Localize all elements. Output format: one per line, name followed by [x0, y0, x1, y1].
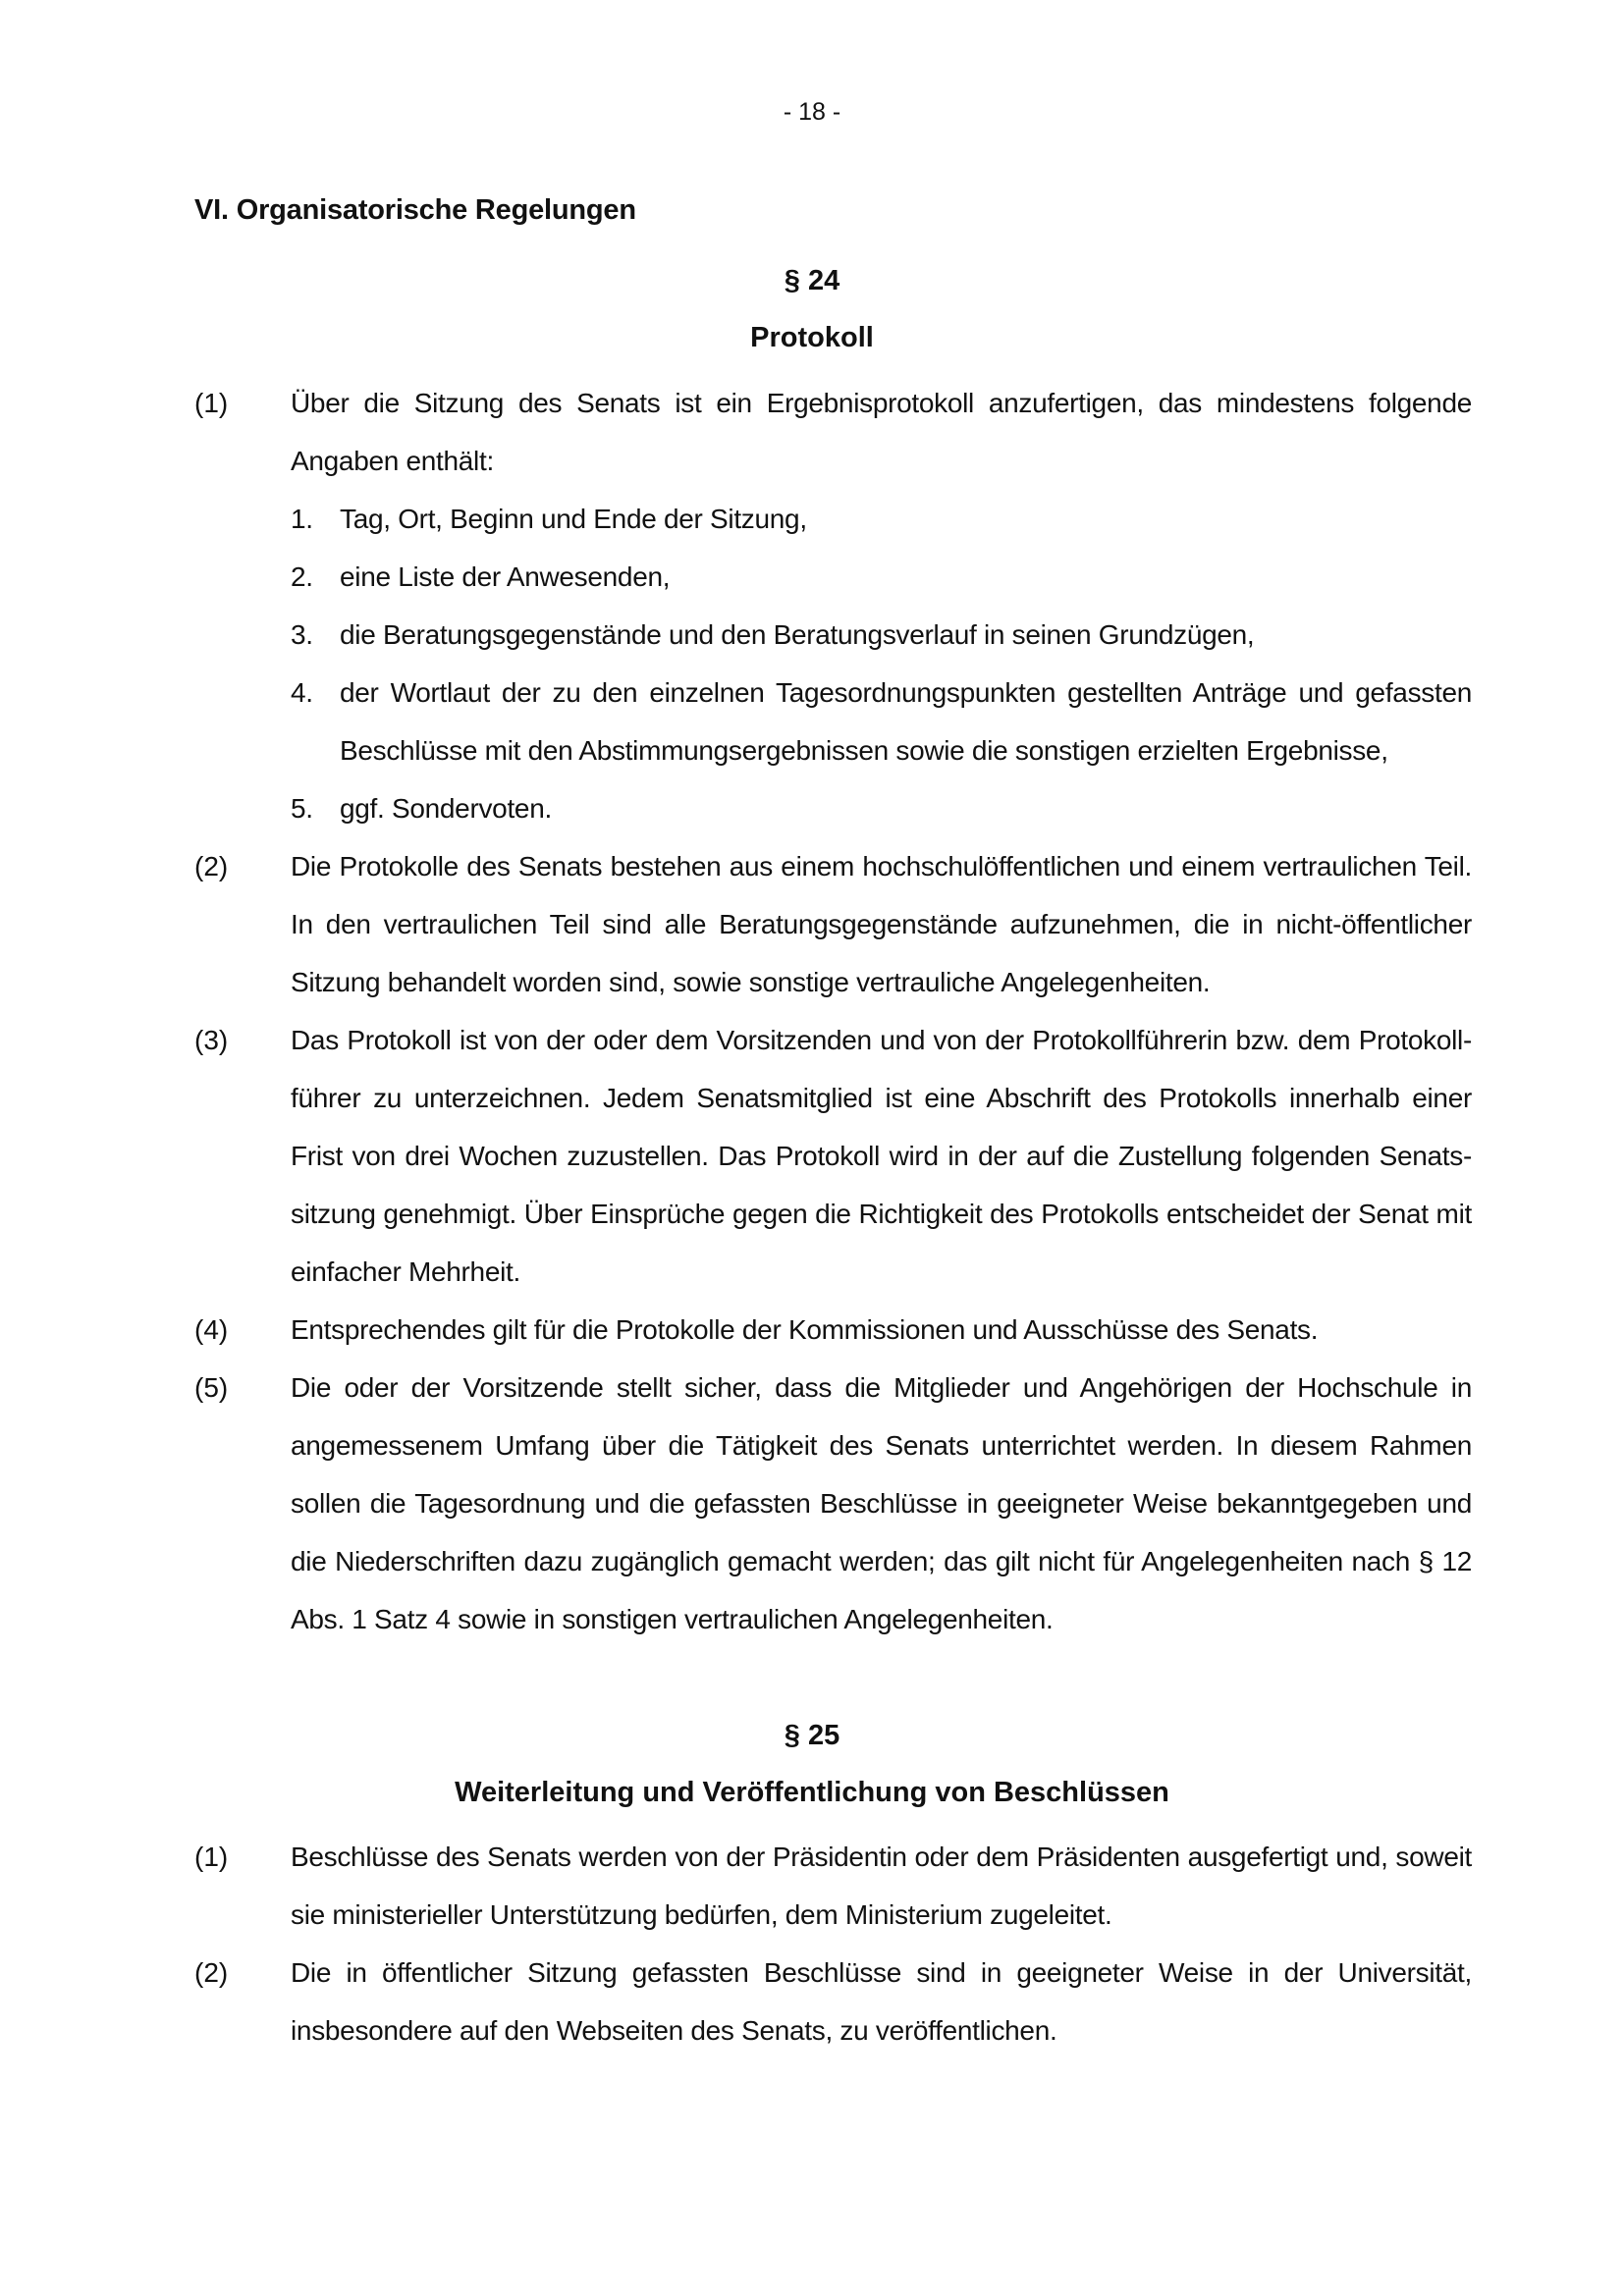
paragraph-text: Entsprechendes gilt für die Protokolle der Kommissionen und Ausschüsse des Senats. — [291, 1314, 1319, 1345]
list-item — [291, 664, 1472, 779]
paragraph-text: Über die Sitzung des Senats ist ein Ergebnisprotokoll anzufertigen, das mindestens folgende Angaben enthält: — [291, 388, 1472, 476]
paragraph-text: Das Protokoll ist von der oder dem Vorsitzenden und von der Protokollführerin bzw. dem Protokoll-führer zu unterzeichnen. Jedem Senatsmitglied ist eine Abschrift des Protokolls innerhalb einer Frist von drei Wochen zuzustellen. Das Protokoll wird in der auf die Zustellung folgenden Senats-sitzung genehmigt. Über Einsprüche gegen die Richtigkeit des Protokolls entscheidet der Senat mit einfacher Mehrheit. — [291, 1025, 1472, 1287]
enumerated-list — [291, 490, 1472, 837]
paragraph-text: Die oder der Vorsitzende stellt sicher, dass die Mitglieder und Angehörigen der Hochschule in angemessenem Umfang über die Tätigkeit des Senats unterrichtet werden. In diesem Rahmen sollen die Tagesordnung und die gefassten Beschlüsse in geeigneter Weise bekanntgegeben und die Niederschriften dazu zugänglich gemacht werden; das gilt nicht für Angelegenheiten nach § 12 Abs. 1 Satz 4 sowie in sonstigen vertraulichen Angelegenheiten. — [291, 1372, 1472, 1634]
section-24-title: Protokoll — [750, 322, 874, 353]
list-item — [291, 548, 1472, 606]
list-item — [291, 606, 1472, 664]
paragraph-number: (3) — [194, 1025, 229, 1055]
paragraph-number: (4) — [194, 1314, 229, 1345]
paragraph-text: Die Protokolle des Senats bestehen aus einem hochschulöffentlichen und einem vertraulichen Teil. In den vertraulichen Teil sind alle Beratungsgegenstände aufzunehmen, die in nicht-öffentlicher Sitzung behandelt worden sind, sowie sonstige vertrauliche Angelegenheiten. — [291, 851, 1472, 997]
page-number: - 18 - — [783, 98, 841, 126]
section-25-number: § 25 — [784, 1720, 840, 1751]
list-item-text: die Beratungsgegenstände und den Beratungsverlauf in seinen Grundzügen, — [340, 619, 1255, 650]
list-item — [291, 490, 1472, 548]
list-item-text: der Wortlaut der zu den einzelnen Tagesordnungspunkten gestellten Anträge und gefassten Beschlüsse mit den Abstimmungsergebnissen sowie die sonstigen erzielten Ergebnisse, — [340, 677, 1472, 766]
paragraph-number: (1) — [194, 388, 229, 418]
list-item-number: 2. — [291, 561, 313, 592]
paragraph-text: Die in öffentlicher Sitzung gefassten Beschlüsse sind in geeigneter Weise in der Universität, insbesondere auf den Webseiten des Senats, zu veröffentlichen. — [291, 1957, 1472, 2046]
section-24-number: § 24 — [784, 265, 840, 296]
paragraph-number: (2) — [194, 1957, 229, 1988]
paragraph-number: (2) — [194, 851, 229, 881]
list-item-text: ggf. Sondervoten. — [340, 793, 552, 824]
list-item — [291, 779, 1472, 837]
list-item-number: 5. — [291, 793, 313, 824]
list-item-text: eine Liste der Anwesenden, — [340, 561, 671, 592]
section-25-title: Weiterleitung und Veröffentlichung von Beschlüssen — [455, 1777, 1169, 1808]
paragraph-body — [291, 374, 1472, 837]
list-item-text: Tag, Ort, Beginn und Ende der Sitzung, — [340, 504, 807, 534]
chapter-heading: VI. Organisatorische Regelungen — [194, 194, 636, 226]
paragraph-text: Beschlüsse des Senats werden von der Präsidentin oder dem Präsidenten ausgefertigt und, soweit sie ministerieller Unterstützung bedürfen, dem Ministerium zugeleitet. — [291, 1842, 1472, 1930]
paragraph-number: (1) — [194, 1842, 229, 1872]
paragraph-number: (5) — [194, 1372, 229, 1403]
list-item-number: 4. — [291, 677, 313, 708]
list-item-number: 3. — [291, 619, 313, 650]
list-item-number: 1. — [291, 504, 313, 534]
